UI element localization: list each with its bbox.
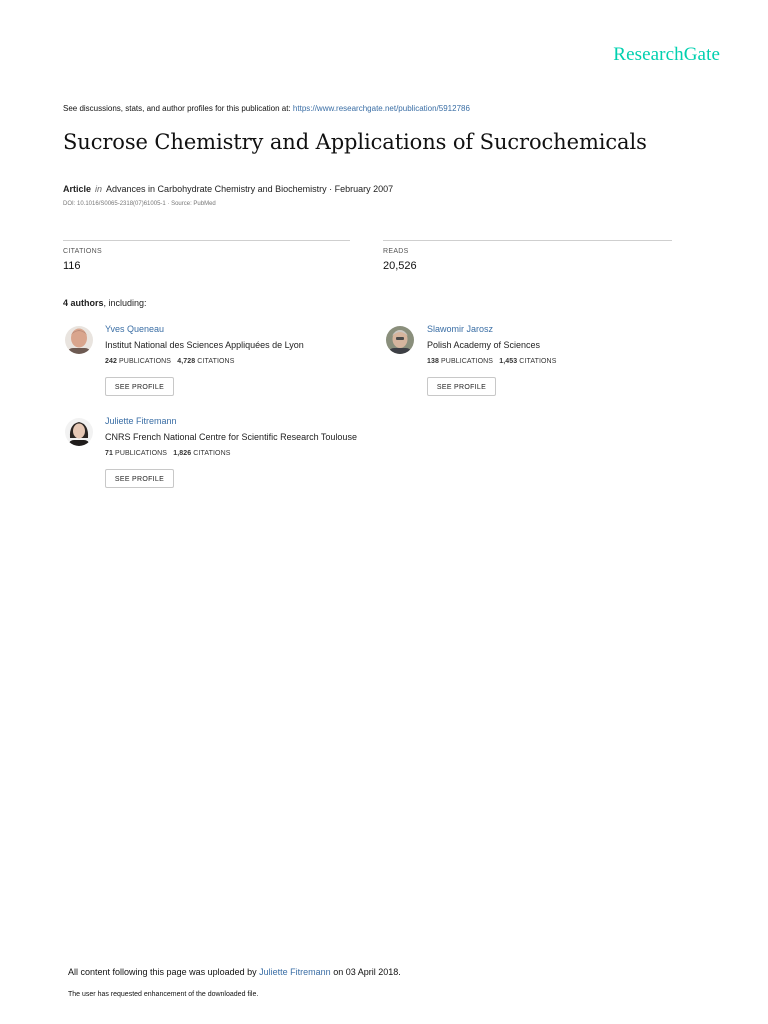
publication-doi-source: DOI: 10.1016/S0065-2318(07)61005-1 · Source: PubMed [63,201,216,207]
in-label: in [95,184,103,194]
author-avatar-yves-queneau[interactable] [65,326,93,354]
authors-heading [63,298,147,308]
publication-title: Sucrose Chemistry and Applications of Sucrochemicals [63,130,647,154]
citations-label: CITATIONS [63,248,102,255]
enhancement-note: The user has requested enhancement of the downloaded file. [68,991,259,998]
see-profile-button[interactable]: SEE PROFILE [105,377,174,396]
citations-value: 116 [63,260,81,272]
publications-count: 242 [105,358,117,365]
publications-label: PUBLICATIONS [441,358,494,365]
publication-kind: Article [63,184,92,194]
publications-label: PUBLICATIONS [115,450,168,457]
avatar-photo-icon [386,326,414,354]
author-stats [105,450,231,457]
researchgate-logo[interactable]: ResearchGate [613,44,720,65]
see-profile-button[interactable]: SEE PROFILE [105,469,174,488]
publications-count: 138 [427,358,439,365]
authors-count: 4 authors [63,298,104,308]
citations-label: CITATIONS [193,450,231,457]
avatar-photo-icon [65,326,93,354]
citations-label: CITATIONS [197,358,235,365]
discussion-prefix: See discussions, stats, and author profiles for this publication at: [63,104,291,113]
upload-prefix: All content following this page was uploaded by [68,967,257,977]
author-name-link[interactable]: Yves Queneau [105,324,165,334]
uploader-link[interactable]: Juliette Fitremann [259,967,331,977]
author-stats [105,358,234,365]
publications-count: 71 [105,450,113,457]
author-avatar-juliette-fitremann[interactable] [65,418,93,446]
avatar-photo-icon [65,418,93,446]
publication-venue-date: Advances in Carbohydrate Chemistry and Biochemistry · February 2007 [106,184,394,194]
author-name-link[interactable]: Slawomir Jarosz [427,324,494,334]
reads-value: 20,526 [383,260,417,272]
author-institution[interactable]: Institut National des Sciences Appliquées de Lyon [105,340,304,350]
citations-count: 1,453 [499,358,518,365]
see-profile-button[interactable]: SEE PROFILE [427,377,496,396]
citations-count: 4,728 [177,358,196,365]
author-institution[interactable]: CNRS French National Centre for Scientific Research Toulouse [105,432,357,442]
citations-divider [63,240,350,241]
authors-suffix: , including: [103,298,147,308]
discussion-line [63,104,470,113]
upload-suffix: on 03 April 2018. [333,967,401,977]
author-avatar-slawomir-jarosz[interactable] [386,326,414,354]
author-stats [427,358,556,365]
citations-label: CITATIONS [519,358,557,365]
author-name-link[interactable]: Juliette Fitremann [105,416,177,426]
reads-divider [383,240,672,241]
author-institution[interactable]: Polish Academy of Sciences [427,340,541,350]
publication-meta [63,184,393,194]
reads-label: READS [383,248,409,255]
publication-url-link[interactable]: https://www.researchgate.net/publication/5912786 [292,104,470,113]
upload-note [68,967,401,977]
publications-label: PUBLICATIONS [119,358,172,365]
citations-count: 1,826 [173,450,192,457]
